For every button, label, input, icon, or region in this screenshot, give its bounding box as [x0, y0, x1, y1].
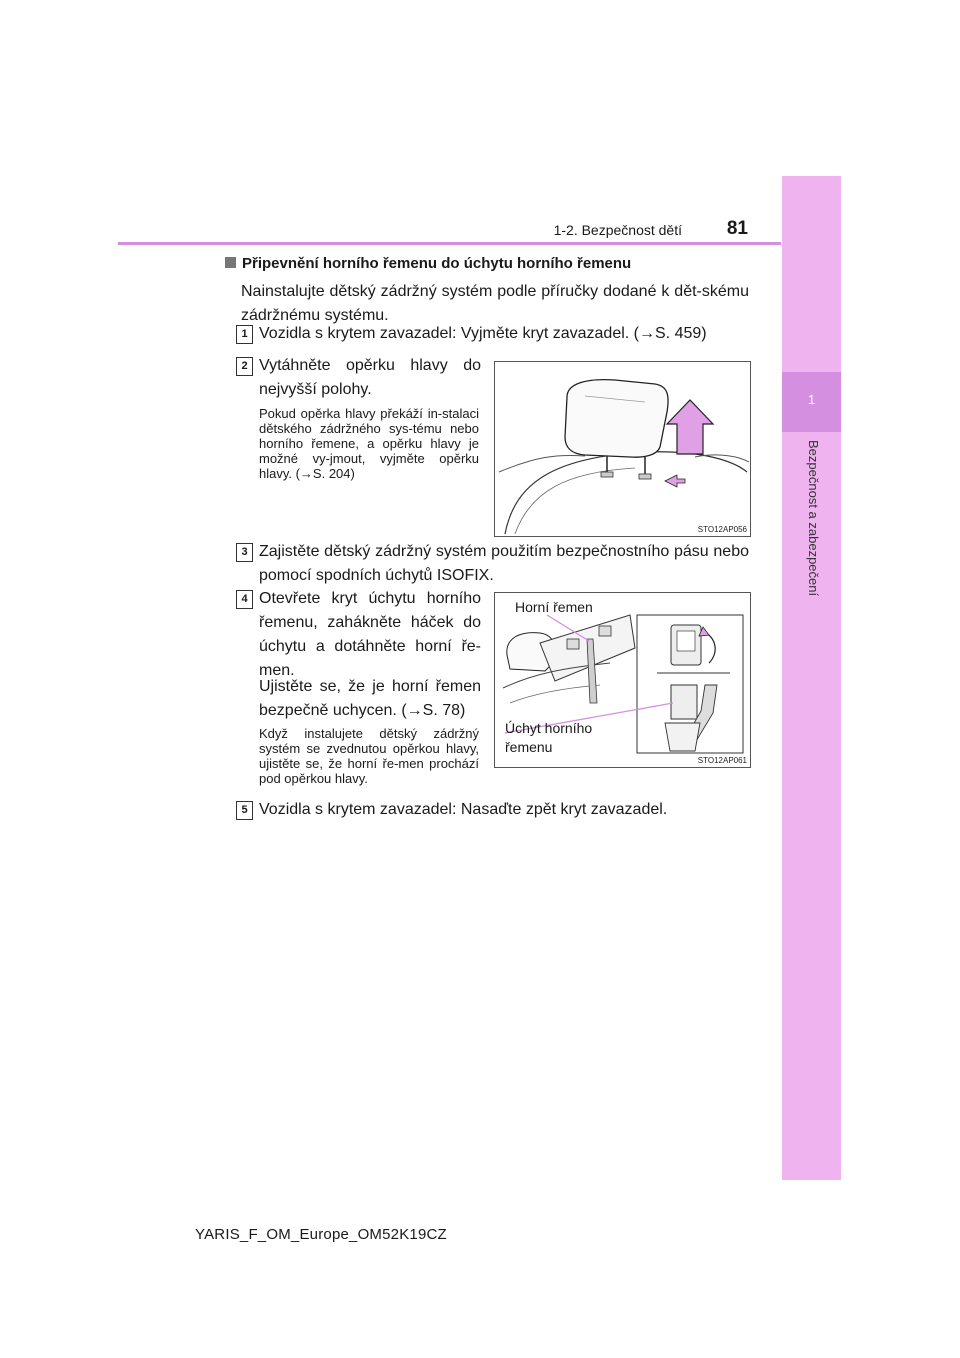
chapter-side-tab [782, 176, 841, 1180]
step-number-3: 3 [236, 543, 253, 562]
step-text-3: Zajistěte dětský zádržný systém použitím bezpečnostního pásu nebo pomocí spodních úchytů ISOFIX. [259, 543, 749, 584]
step-number-5: 5 [236, 801, 253, 820]
headrest-illustration [495, 362, 750, 536]
figure-code: STO12AP056 [697, 525, 747, 534]
section-intro: Nainstalujte dětský zádržný systém podle příručky dodané k dět-skému zádržnému systému. [241, 283, 749, 324]
section-heading-text: Připevnění horního řemenu do úchytu horního řemenu [242, 255, 632, 272]
step-text-5: Vozidla s krytem zavazadel: Nasaďte zpět kryt zavazadel. [259, 801, 668, 818]
chapter-number: 1 [807, 392, 816, 407]
figure-code: STO12AP061 [697, 756, 747, 765]
running-header: 1-2. Bezpečnost dětí [553, 222, 682, 238]
header-rule [118, 242, 781, 245]
step-number-1: 1 [236, 325, 253, 344]
headrest-figure [494, 361, 751, 537]
step-note-4: Když instalujete dětský zádržný systém se zvednutou opěrkou hlavy, ujistěte se, že horní ře-men prochází pod opěrkou hlavy. [259, 726, 479, 786]
tether-anchor-figure [494, 592, 751, 768]
bullet-square-icon [225, 257, 236, 268]
callout-top-strap: Horní řemen [515, 599, 593, 615]
callout-anchor-line2: řemenu [505, 739, 553, 755]
step-number-4: 4 [236, 590, 253, 609]
step-text-2: Vytáhněte opěrku hlavy do nejvyšší polohy. [259, 357, 481, 398]
chapter-title: Bezpečnost a zabezpečení [806, 440, 821, 597]
step-text-1: Vozidla s krytem zavazadel: Vyjměte kryt zavazadel. (→S. 459) [259, 325, 707, 342]
section-heading [225, 255, 631, 272]
step-text-4-confirm: Ujistěte se, že je horní řemen bezpečně uchycen. (→S. 78) [259, 678, 481, 719]
step-note-2: Pokud opěrka hlavy překáží in-stalaci dětského zádržného sys-tému nebo horního řemene, a opěrku hlavy je možné vy-jmout, vyjměte opěrku hlavy. (→S. 204) [259, 406, 479, 481]
callout-anchor-line1: Úchyt horního [505, 720, 593, 736]
page-number: 81 [726, 218, 748, 239]
step-number-2: 2 [236, 357, 253, 376]
document-id: YARIS_F_OM_Europe_OM52K19CZ [195, 1226, 447, 1243]
step-text-4: Otevřete kryt úchytu horního řemenu, zahákněte háček do úchytu a dotáhněte horní ře-men. [259, 590, 481, 679]
